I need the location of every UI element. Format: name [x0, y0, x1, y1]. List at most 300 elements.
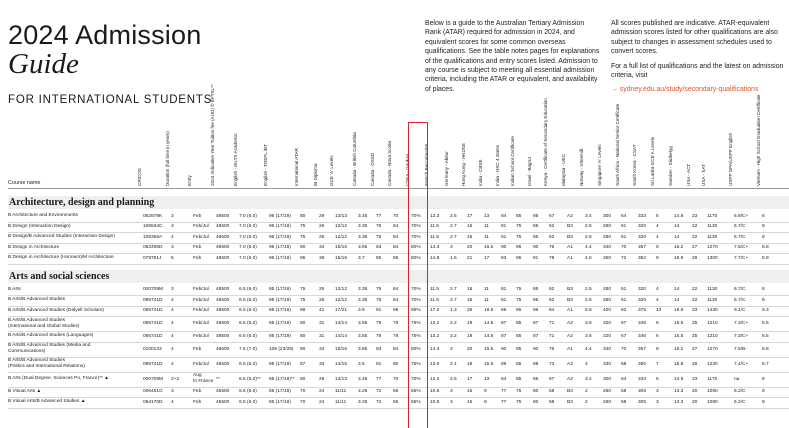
column-header-label: Hong Kong - HKDSE	[461, 143, 466, 186]
table-cell: 4.6	[585, 255, 592, 261]
table-cell: 72	[376, 389, 382, 395]
table-cell: 15/16	[335, 245, 348, 251]
table-cell: 31	[319, 333, 325, 339]
table-cell: 56	[393, 389, 399, 395]
table-cell: 6.5 (6.0)	[239, 333, 257, 339]
table-cell: 3.6	[358, 361, 365, 367]
table-cell: 14.5	[484, 321, 494, 326]
table-cell: 87	[501, 321, 507, 326]
table-cell: A2	[567, 376, 573, 382]
table-cell: 3	[171, 389, 174, 395]
table-row	[8, 316, 789, 332]
column-header-label: Canada - British Columbia	[352, 132, 357, 186]
table-cell: 13/13	[335, 213, 348, 219]
table-cell: 5	[656, 213, 659, 219]
table-cell: 84	[393, 245, 399, 251]
table-cell: 91	[376, 308, 382, 314]
table-cell: 95	[501, 308, 507, 314]
table-cell: 77	[376, 376, 382, 382]
table-cell: 48500	[216, 245, 230, 251]
notes	[611, 19, 789, 100]
column-header	[543, 98, 557, 186]
table-cell: Feb/Jul	[193, 287, 209, 293]
column-header-label: CRICOS	[137, 168, 142, 186]
table-cell: 3.45	[358, 376, 368, 382]
table-cell: 95	[516, 308, 522, 314]
table-cell: 8.8	[762, 245, 769, 251]
table-cell: 27	[692, 245, 698, 251]
table-cell: 4	[171, 399, 174, 405]
table-cell: 333	[638, 376, 647, 382]
table-cell: 6.5 (6.0)	[239, 399, 257, 405]
table-cell: 70%	[411, 287, 421, 293]
table-cell: 61	[621, 297, 627, 303]
column-header-label: USA - ACT	[686, 163, 691, 186]
column-header	[701, 116, 715, 186]
table-cell: 9.1/C	[734, 308, 746, 314]
table-cell: 340	[603, 245, 612, 251]
column-header	[187, 116, 201, 186]
table-cell: 8	[762, 213, 765, 219]
table-cell: 25	[692, 333, 698, 339]
table-cell: 85 (17/19)	[269, 321, 291, 326]
table-cell: 350	[603, 255, 612, 261]
course-name: B Arts/B Advanced Studies (Languages)	[8, 333, 94, 339]
table-cell: 3	[450, 399, 453, 405]
column-header-label: India - HSC 4 states	[495, 144, 500, 186]
table-cell: 26	[319, 297, 325, 303]
table-cell: 48500	[216, 224, 230, 230]
table-cell: 85	[533, 224, 539, 230]
table-cell: 22	[692, 234, 698, 240]
table-cell: 346	[638, 333, 647, 339]
table-cell: 6.2/C	[734, 389, 746, 395]
table-cell: 320	[638, 287, 647, 293]
column-header-label: IB Diploma	[313, 163, 318, 186]
table-cell: Feb	[193, 245, 202, 251]
table-cell: 70	[300, 389, 306, 395]
table-cell: 280	[603, 287, 612, 293]
table-cell: 75	[516, 297, 522, 303]
table-cell: 23	[692, 213, 698, 219]
qualifications-link[interactable]: → sydney.edu.au/study/secondary-qualifications	[611, 86, 759, 94]
table-cell: 58	[549, 399, 555, 405]
table-cell: 45500	[216, 389, 230, 395]
table-cell: 22	[692, 224, 698, 230]
column-header	[313, 116, 327, 186]
table-cell: 25	[692, 321, 698, 326]
column-header	[668, 116, 682, 186]
table-cell: 7.0 (6.0)	[239, 213, 257, 219]
table-cell: 11/11	[335, 389, 347, 395]
table-cell: 76	[549, 346, 555, 352]
table-cell: 85 (17/19)	[269, 361, 291, 367]
table-cell: 26	[319, 234, 325, 240]
table-cell: 12/12	[335, 234, 348, 240]
table-cell: A2	[567, 361, 573, 367]
table-cell: 8.8	[762, 346, 769, 352]
table-cell: 24	[319, 399, 325, 405]
table-cell: Feb/Jul	[193, 308, 209, 314]
table-cell: 70%	[411, 234, 421, 240]
header-divider	[8, 188, 789, 189]
table-cell: 29	[692, 255, 698, 261]
table-cell: 052496D	[143, 245, 163, 251]
table-cell: 3.35	[358, 297, 368, 303]
table-cell: 75%	[411, 361, 421, 367]
table-cell: 64	[621, 376, 627, 382]
table-cell: 3.6	[585, 321, 592, 326]
table-cell: 16	[467, 297, 473, 303]
table-cell: 70	[621, 346, 627, 352]
table-cell: Aug In France	[193, 373, 214, 384]
column-header-label: Vietnam - High School Graduation Certificate	[756, 94, 761, 186]
table-cell: 376	[638, 308, 647, 314]
table-cell: 7.0 (6.0)	[239, 224, 257, 230]
table-cell: 96 (17/19)	[269, 234, 291, 240]
table-cell: A2	[567, 213, 573, 219]
column-header	[495, 116, 509, 186]
table-cell: 76	[393, 321, 399, 326]
table-cell: 80%	[411, 245, 421, 251]
table-cell: 34	[319, 245, 325, 251]
table-cell: 70%	[411, 224, 421, 230]
notes-paragraph-1: All scores published are indicative. ATAR-equivalent admission scores listed for other qualifications are also subject to changes in assessment schedules used to convert scores.	[611, 20, 778, 56]
column-header-label: USPP GPA/USPP English	[728, 132, 733, 186]
table-cell: 20	[692, 399, 698, 405]
table-cell: 75	[300, 224, 306, 230]
table-cell: 4.4	[585, 245, 592, 251]
table-cell: 85 (17/19)	[269, 297, 291, 303]
table-cell: 1130	[707, 224, 718, 230]
table-cell: 6.5 (6.0)**	[239, 376, 261, 382]
table-cell: 96	[533, 308, 539, 314]
table-cell: 320	[603, 333, 612, 339]
table-cell: 6.5 (6.0)	[239, 308, 257, 314]
table-cell: 346	[638, 321, 647, 326]
column-header	[615, 103, 629, 186]
table-cell: 85 (17/19)	[269, 399, 291, 405]
table-cell: 19	[467, 333, 473, 339]
table-cell: 16	[467, 234, 473, 240]
table-cell: 280	[603, 234, 612, 240]
table-cell: 4	[171, 308, 174, 314]
table-cell: 75	[516, 389, 522, 395]
table-cell: 17	[484, 255, 490, 261]
column-header	[294, 116, 308, 186]
table-cell: 48500	[216, 287, 230, 293]
column-header-label: India - CBSE	[478, 159, 483, 186]
table-cell: 95	[516, 245, 522, 251]
table-cell: 12/12	[335, 287, 348, 293]
column-header-label: South Korea - CSAT	[632, 144, 637, 186]
table-cell: 62	[549, 224, 555, 230]
table-cell: 16	[467, 224, 473, 230]
table-cell: 80%	[411, 346, 421, 352]
table-cell: 357	[638, 245, 647, 251]
table-cell: 84	[393, 346, 399, 352]
table-cell: 7.5/C+	[734, 245, 749, 251]
table-cell: 11.5	[430, 287, 439, 293]
table-cell: 8	[762, 234, 765, 240]
table-cell: 73	[549, 361, 555, 367]
table-cell: 13	[484, 213, 490, 219]
table-cell: A1	[567, 255, 573, 261]
table-cell: 6.7/C	[734, 287, 746, 293]
table-cell: 75	[376, 234, 382, 240]
table-cell: 4	[171, 361, 174, 367]
table-cell: 67	[549, 213, 555, 219]
table-cell: 72	[621, 255, 627, 261]
table-cell: 3.7	[358, 255, 365, 261]
table-cell: 85	[516, 333, 522, 339]
table-cell: 3.55	[358, 333, 368, 339]
table-cell: 24	[319, 389, 325, 395]
table-cell: 62	[549, 234, 555, 240]
table-cell: 70	[621, 245, 627, 251]
table-cell: 22	[692, 287, 698, 293]
column-header-label: Entry	[187, 175, 192, 186]
page-title-guide: Guide	[8, 48, 79, 80]
table-cell: 1130	[707, 234, 718, 240]
table-cell: 13.3	[674, 399, 684, 405]
table-cell: Feb/Jul	[193, 321, 209, 326]
table-cell: 6.5 (6.0)	[239, 297, 257, 303]
table-cell: 71	[549, 321, 555, 326]
column-header-label: China - Gaokao	[405, 153, 410, 186]
table-cell: 4	[656, 287, 659, 293]
table-cell: 9	[656, 255, 659, 261]
table-cell: 70%	[411, 376, 421, 382]
table-cell: 77	[501, 389, 507, 395]
course-name: B Arts	[8, 286, 21, 292]
table-cell: 29	[319, 376, 325, 382]
table-cell: 96	[393, 308, 399, 314]
table-cell: 006451G	[143, 389, 163, 395]
column-header	[510, 116, 524, 186]
table-cell: 1230	[707, 361, 718, 367]
column-header	[263, 116, 277, 186]
table-cell: 81	[501, 297, 507, 303]
table-cell: 095741D	[143, 297, 163, 303]
table-cell: 1430	[707, 308, 718, 314]
table-cell: 85	[533, 297, 539, 303]
table-cell: 85 (17/19)	[269, 333, 291, 339]
table-cell: 89	[501, 361, 507, 367]
table-cell: 75	[300, 287, 306, 293]
table-cell: 2.5	[585, 224, 592, 230]
table-cell: 80	[533, 389, 539, 395]
table-cell: 3	[450, 346, 453, 352]
table-cell: 33	[319, 361, 325, 367]
table-cell: 93	[501, 255, 507, 261]
table-cell: 16.5	[484, 245, 494, 251]
table-cell: 75	[376, 297, 382, 303]
course-name: B Arts/B Advanced Studies (Dalyell Scholars)	[8, 307, 104, 313]
table-cell: 19	[467, 361, 473, 367]
column-header-label: Malaysia - UEC	[561, 154, 566, 186]
table-cell: 350	[638, 361, 647, 367]
table-cell: 76	[549, 245, 555, 251]
table-cell: 88	[533, 361, 539, 367]
table-cell: 3.55	[358, 321, 368, 326]
table-cell: 11.5	[430, 224, 439, 230]
table-cell: 15/16	[335, 255, 348, 261]
table-cell: 8	[656, 245, 659, 251]
table-cell: 55%	[411, 399, 421, 405]
table-cell: 333	[638, 213, 647, 219]
table-cell: 6	[656, 333, 659, 339]
table-cell: 38	[319, 255, 325, 261]
table-cell: 95%	[411, 308, 421, 314]
table-cell: 14	[674, 287, 680, 293]
table-cell: 2+2	[171, 376, 180, 382]
table-cell: 85	[533, 213, 539, 219]
column-header	[632, 116, 646, 186]
course-name: B Design (Interaction Design)	[8, 223, 71, 229]
table-cell: 85 (17/19)	[269, 389, 291, 395]
table-cell: 1.6	[450, 255, 457, 261]
table-cell: 280	[603, 224, 612, 230]
table-cell: 11/11	[335, 399, 347, 405]
column-header	[527, 116, 541, 186]
table-cell: Feb	[193, 399, 202, 405]
table-cell: 67	[621, 333, 627, 339]
table-cell: 96 (17/19)	[269, 245, 291, 251]
table-cell: 26	[319, 287, 325, 293]
table-cell: 19	[467, 321, 473, 326]
table-cell: 4.4	[585, 346, 592, 352]
table-cell: 80	[300, 376, 306, 382]
table-cell: 9	[484, 389, 487, 395]
table-cell: 14/15	[335, 361, 348, 367]
table-cell: 80	[300, 333, 306, 339]
table-cell: 62	[549, 287, 555, 293]
table-cell: B3	[567, 297, 573, 303]
column-header-label: Germany - Abitur	[444, 151, 449, 186]
column-header-label: 2024 Indicative Year Tuition fee (AUD) © EFTSL**	[210, 84, 215, 186]
table-cell: 34	[319, 346, 325, 352]
table-cell: 70%	[411, 297, 421, 303]
column-header-label: Israel - Bagrut	[527, 157, 532, 186]
table-cell: 11	[484, 297, 489, 303]
table-cell: 64	[393, 287, 399, 293]
course-name: B Arts/B Advanced Studies (Media and Communications)	[8, 343, 91, 354]
table-cell: 17	[467, 213, 473, 219]
table-cell: 7.0 (6.0)	[239, 245, 257, 251]
table-cell: 13.3	[674, 389, 684, 395]
course-name: B Design/B Advanced Studies (Interaction Design)	[8, 234, 115, 240]
intro-text: Below is a guide to the Australian Tertiary Admission Rank (ATAR) required for admission in 2024, and equivalent scores for some common overseas qualifications. See the table notes pages for explanations of the qualifications and entry scores listed. Admission to any course is subject to meeting all essential admission criteria, including the ATAR or equivalent, and availability of places.	[425, 20, 600, 93]
table-cell: A1	[567, 346, 573, 352]
table-cell: 75	[376, 287, 382, 293]
column-header	[387, 116, 401, 186]
table-cell: 8	[762, 297, 765, 303]
table-cell: 87	[501, 333, 507, 339]
table-cell: 16	[467, 287, 473, 293]
table-cell: 3.6	[585, 333, 592, 339]
table-row	[8, 253, 789, 265]
table-cell: 280	[603, 297, 612, 303]
table-cell: 61	[621, 234, 627, 240]
table-cell: 12.3	[430, 213, 440, 219]
table-cell: 8.5	[762, 333, 769, 339]
table-cell: 80%	[411, 255, 421, 261]
table-cell: 48500	[216, 333, 230, 339]
table-cell: 95	[516, 346, 522, 352]
table-cell: 96 (17/19)	[269, 224, 291, 230]
table-cell: 84	[501, 213, 507, 219]
table-row	[8, 357, 789, 373]
table-cell: 357	[638, 346, 647, 352]
column-header	[370, 116, 384, 186]
table-cell: 3.25	[358, 389, 368, 395]
table-cell: 26	[692, 361, 698, 367]
table-cell: **	[216, 376, 220, 382]
table-cell: 85	[516, 213, 522, 219]
column-header	[561, 116, 575, 186]
table-cell: 61	[621, 224, 627, 230]
table-cell: 8.9	[762, 255, 769, 261]
table-cell: 14.8	[674, 376, 684, 382]
table-cell: 330	[603, 361, 612, 367]
china-gaokao-highlight	[408, 122, 428, 428]
table-cell: 75	[516, 399, 522, 405]
table-cell: 84	[549, 308, 555, 314]
table-cell: 8	[656, 346, 659, 352]
table-cell: 29	[319, 213, 325, 219]
table-cell: 12/12	[335, 297, 348, 303]
table-cell: 4	[656, 234, 659, 240]
table-cell: 79	[376, 333, 382, 339]
table-cell: 4	[171, 234, 174, 240]
table-cell: 15.8	[674, 361, 684, 367]
table-cell: 31	[319, 321, 325, 326]
table-cell: 2.5	[450, 376, 457, 382]
table-cell: 64	[393, 297, 399, 303]
table-cell: 10.8	[430, 389, 440, 395]
column-header	[650, 116, 664, 186]
table-cell: 8.5	[762, 321, 769, 326]
table-cell: A1	[567, 245, 573, 251]
table-cell: 48500	[216, 346, 230, 352]
table-cell: 41	[319, 308, 325, 314]
table-cell: 2.2	[450, 333, 457, 339]
table-cell: 17.2	[430, 308, 440, 314]
table-cell: 81	[376, 361, 382, 367]
column-header-label: Kenya - Certificate of Secondary Education	[543, 98, 548, 186]
column-header	[352, 116, 366, 186]
table-cell: 8	[762, 224, 765, 230]
column-header-label: Sweden - Slutbetyg	[668, 146, 673, 186]
table-cell: 48500	[216, 321, 230, 326]
column-header	[165, 116, 179, 186]
table-cell: 3	[171, 224, 174, 230]
table-cell: Feb/Jul	[193, 361, 209, 367]
table-cell: 4	[656, 224, 659, 230]
table-cell: 95	[516, 255, 522, 261]
table-cell: 106 (23/28)	[269, 346, 294, 352]
table-cell: Feb/Jul	[193, 297, 209, 303]
table-cell: 83	[376, 245, 382, 251]
table-cell: Feb/Jul	[193, 234, 209, 240]
table-cell: B3	[567, 234, 573, 240]
column-header-label: Norway - Vitnemål	[579, 148, 584, 186]
table-cell: 27	[692, 346, 698, 352]
table-cell: 16.2	[674, 245, 684, 251]
table-cell: 85	[533, 376, 539, 382]
table-cell: 3.65	[358, 346, 368, 352]
